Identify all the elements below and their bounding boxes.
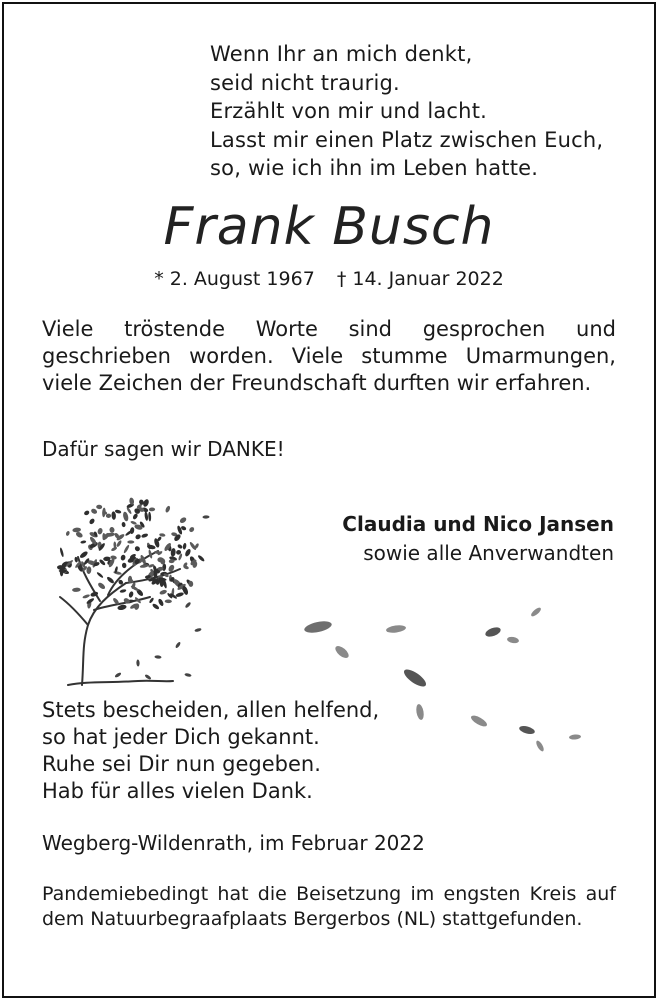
poem-bottom-line: so hat jeder Dich gekannt. xyxy=(42,725,320,749)
burial-note: Pandemiebedingt hat die Beisetzung im engsten Kreis auf dem Natuurbegraafplaats Bergerbos (NL) stattgefunden. xyxy=(42,883,616,930)
signers-block xyxy=(342,510,614,568)
thanks-line: Dafür sagen wir DANKE! xyxy=(42,437,285,461)
poem-bottom-line: Stets bescheiden, allen helfend, xyxy=(42,698,380,722)
poem-top xyxy=(210,40,603,183)
death-date: † 14. Januar 2022 xyxy=(336,268,504,290)
poem-top-line: Wenn Ihr an mich denkt, xyxy=(210,42,473,66)
signer-relatives: sowie alle Anverwandten xyxy=(363,541,614,565)
signer-names: Claudia und Nico Jansen xyxy=(342,512,614,536)
poem-top-line: seid nicht traurig. xyxy=(210,70,400,95)
deceased-name: Frank Busch xyxy=(163,197,495,257)
poem-top-line: so, wie ich ihn im Leben hatte. xyxy=(210,156,539,180)
life-dates xyxy=(0,268,658,290)
gratitude-paragraph: Viele tröstende Worte sind gesprochen und geschrieben worden. Viele stumme Umarmungen, viele Zeichen der Freundschaft durften wir erfahren. xyxy=(42,317,616,395)
birth-date: * 2. August 1967 xyxy=(154,268,315,290)
poem-top-line: Erzählt von mir und lacht. xyxy=(210,99,488,123)
poem-bottom xyxy=(42,697,379,805)
place-and-date: Wegberg-Wildenrath, im Februar 2022 xyxy=(42,831,425,855)
poem-bottom-line: Ruhe sei Dir nun gegeben. xyxy=(42,752,321,776)
windblown-tree-icon xyxy=(38,485,218,695)
poem-top-line: Lasst mir einen Platz zwischen Euch, xyxy=(210,127,604,152)
poem-bottom-line: Hab für alles vielen Dank. xyxy=(42,779,313,803)
